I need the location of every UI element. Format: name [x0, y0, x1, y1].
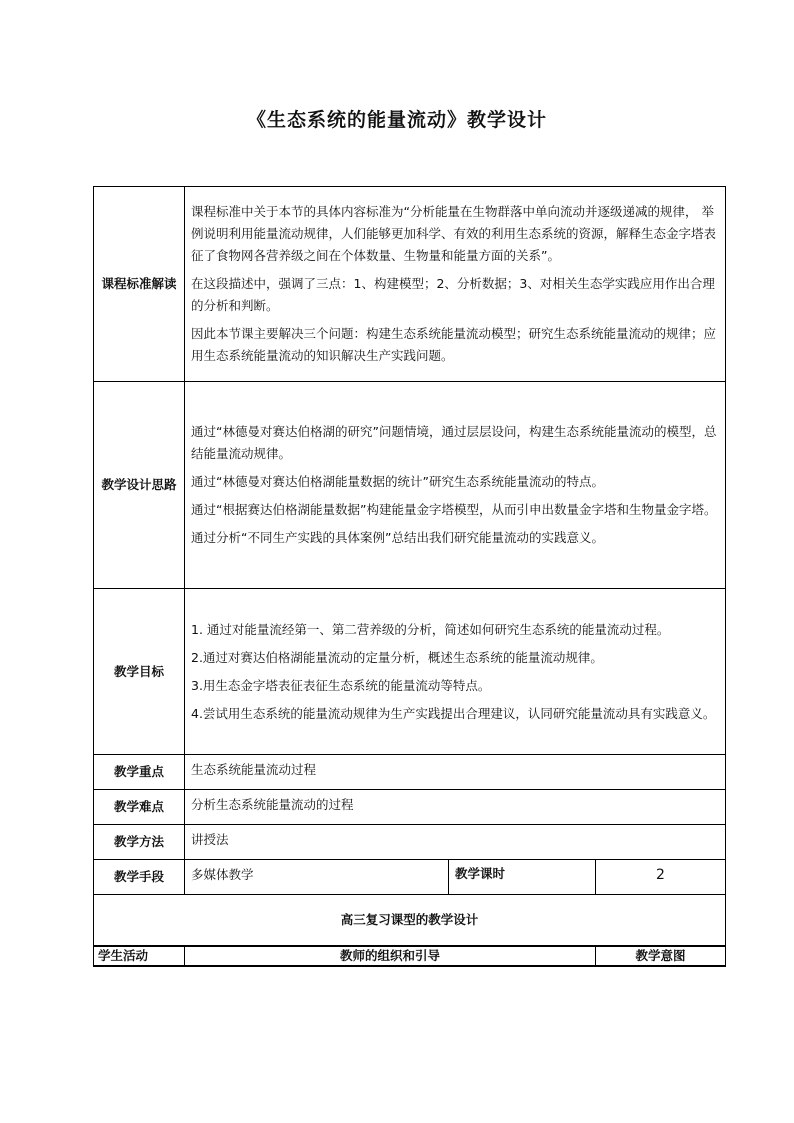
paragraph: 通过“根据赛达伯格湖能量数据”构建能量金字塔模型，从而引申出数量金字塔和生物量金字塔。 [191, 502, 717, 517]
label-difficulty: 教学难点 [94, 790, 185, 825]
paragraph: 通过“林德曼对赛达伯格湖的研究”问题情境，通过层层设问，构建生态系统能量流动的模型，总结能量流动规律。 [191, 424, 717, 461]
row-column-headers [94, 946, 726, 966]
paragraph: 因此本节课主要解决三个问题：构建生态系统能量流动模型；研究生态系统能量流动的规律；应用生态系统能量流动的知识解决生产实践问题。 [191, 326, 717, 363]
lesson-plan-table [93, 186, 726, 967]
row-curriculum-standard [94, 187, 726, 382]
row-teaching-goals [94, 589, 726, 755]
document-title: 《生态系统的能量流动》教学设计 [246, 109, 547, 131]
header-teaching-intent: 教学意图 [596, 946, 726, 966]
section-title: 高三复习课型的教学设计 [94, 895, 726, 947]
paragraph: 通过分析“不同生产实践的具体案例”总结出我们研究能量流动的实践意义。 [191, 530, 604, 545]
value-class-hours: 2 [596, 860, 726, 895]
row-means [94, 860, 726, 895]
header-teacher-guidance: 教师的组织和引导 [185, 946, 596, 966]
paragraph: 4.尝试用生态系统的能量流动规律为生产实践提出合理建议，认同研究能量流动具有实践意义。 [191, 705, 716, 721]
row-method [94, 825, 726, 860]
value-difficulty: 分析生态系统能量流动的过程 [185, 790, 726, 825]
content-curriculum-standard [185, 187, 726, 382]
content-teaching-goals [185, 589, 726, 755]
value-key-point: 生态系统能量流动过程 [185, 755, 726, 790]
paragraph: 课程标准中关于本节的具体内容标准为“分析能量在生物群落中单向流动并逐级递减的规律， 举例说明利用能量流动规律，人们能够更加科学、有效的利用生态系统的资源，解释生态金字塔表征了食物网各营养级之间在个体数量、生物量和能量方面的关系”。 [191, 204, 717, 263]
row-difficulty [94, 790, 726, 825]
paragraph: 通过“林德曼对赛达伯格湖能量数据的统计”研究生态系统能量流动的特点。 [191, 474, 604, 489]
label-design-idea: 教学设计思路 [94, 382, 185, 589]
paragraph: 2.通过对赛达伯格湖能量流动的定量分析，概述生态系统的能量流动规律。 [191, 649, 603, 665]
label-key-point: 教学重点 [94, 755, 185, 790]
paragraph: 在这段描述中，强调了三点：1、构建模型；2、分析数据；3、对相关生态学实践应用作出合理的分析和判断。 [191, 276, 715, 313]
header-student-activity: 学生活动 [94, 946, 185, 966]
content-design-idea [185, 382, 726, 589]
label-teaching-goals: 教学目标 [94, 589, 185, 755]
label-means: 教学手段 [94, 860, 185, 895]
paragraph: 3.用生态金字塔表征表征生态系统的能量流动等特点。 [191, 677, 491, 693]
paragraph: 1. 通过对能量流经第一、第二营养级的分析，简述如何研究生态系统的能量流动过程。 [191, 621, 670, 637]
row-key-point [94, 755, 726, 790]
value-means: 多媒体教学 [185, 860, 449, 895]
label-method: 教学方法 [94, 825, 185, 860]
value-method: 讲授法 [185, 825, 726, 860]
label-class-hours: 教学课时 [449, 860, 596, 895]
row-section-title [94, 895, 726, 947]
label-curriculum-standard: 课程标准解读 [94, 187, 185, 382]
row-design-idea [94, 382, 726, 589]
